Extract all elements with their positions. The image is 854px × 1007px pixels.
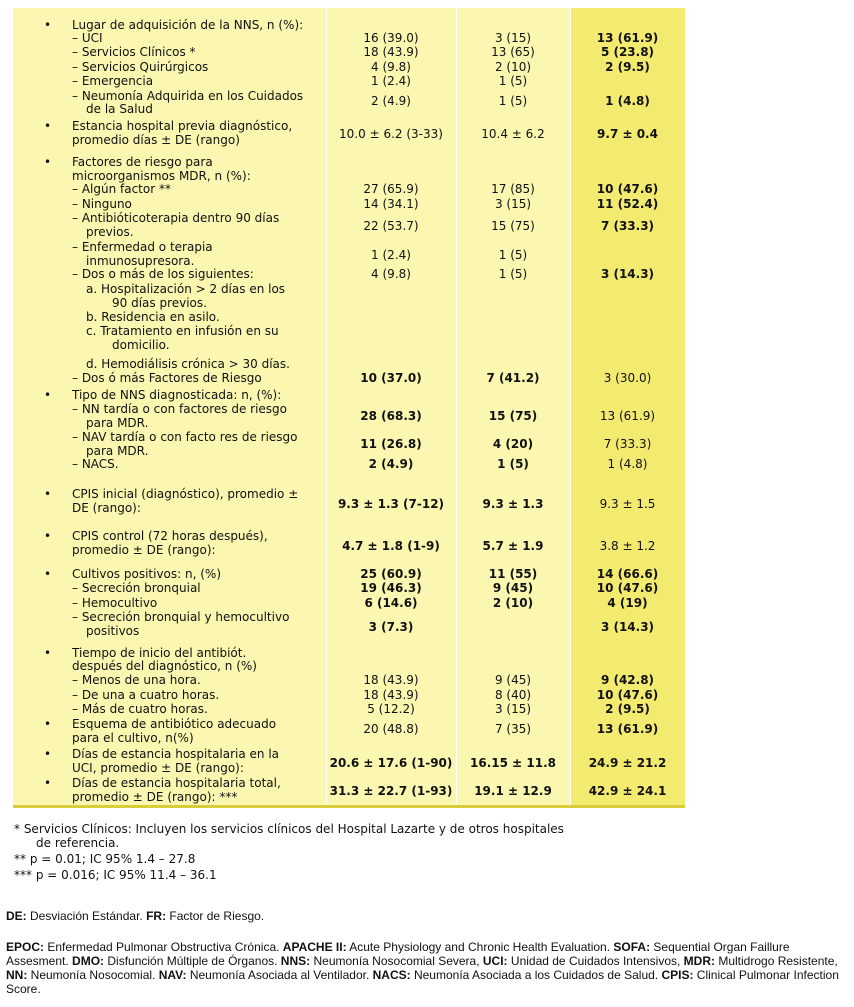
abbr-key: DE: <box>6 909 27 923</box>
abbr-value: Neumonía Nosocomial Severa, <box>310 954 483 968</box>
cell-c1: 31.3 ± 22.7 (1-93) <box>329 784 453 798</box>
table-row <box>0 102 854 116</box>
cell-c3: 42.9 ± 24.1 <box>588 784 667 798</box>
row-label: domicilio. <box>112 338 170 352</box>
footnote: de referencia. <box>36 836 120 850</box>
abbr-value: Neumonía Nosocomial. <box>27 968 159 982</box>
row-label: Tipo de NNS diagnosticada: n, (%): <box>72 388 282 402</box>
table-row <box>0 659 854 673</box>
abbr-value: Clinical Pulmonar Infection Score. <box>6 968 839 996</box>
cell-c3: 10 (47.6) <box>596 182 659 196</box>
cell-c1: 1 (2.4) <box>371 248 411 262</box>
table-row <box>0 310 854 324</box>
bullet-icon: • <box>44 717 52 731</box>
abbr-key: UCI: <box>482 954 508 968</box>
row-label: Esquema de antibiótico adecuado <box>72 717 277 731</box>
cell-c2: 2 (10) <box>492 596 534 610</box>
row-label: CPIS inicial (diagnóstico), promedio ± <box>72 487 299 501</box>
abbr-key: CPIS: <box>661 968 694 982</box>
row-label: Días de estancia hospitalaria en la <box>72 747 280 761</box>
abbreviations-de <box>6 909 851 923</box>
cell-c3: 24.9 ± 21.2 <box>588 756 667 770</box>
footnote: *** p = 0.016; IC 95% 11.4 – 36.1 <box>14 868 217 882</box>
cell-c3: 9.7 ± 0.4 <box>597 127 658 141</box>
table-row <box>0 133 854 147</box>
cell-c2: 7 (35) <box>494 722 532 736</box>
cell-c3: 14 (66.6) <box>596 567 659 581</box>
table-row <box>0 267 854 281</box>
bullet-icon: • <box>44 18 52 32</box>
row-label: c. Tratamiento en infusión en su <box>86 324 279 338</box>
abbr-key: DMO: <box>72 954 105 968</box>
cell-c2: 3 (15) <box>494 197 532 211</box>
row-label: d. Hemodiálisis crónica > 30 días. <box>86 357 290 371</box>
row-label: promedio ± DE (rango): <box>72 543 216 557</box>
abbr-key: APACHE II: <box>282 940 347 954</box>
cell-c2: 15 (75) <box>488 409 538 423</box>
abbr-key: NACS: <box>372 968 411 982</box>
abbr-key: NN: <box>6 968 28 982</box>
abbr-key: EPOC: <box>6 940 45 954</box>
cell-c2: 1 (5) <box>498 74 528 88</box>
table-row <box>0 388 854 402</box>
row-label: Cultivos positivos: n, (%) <box>72 567 222 581</box>
table-bottom-rule <box>13 805 685 808</box>
cell-c1: 4 (9.8) <box>371 60 411 74</box>
bullet-icon: • <box>44 529 52 543</box>
cell-c1: 20 (48.8) <box>363 722 419 736</box>
abbr-value: Factor de Riesgo. <box>166 909 265 923</box>
row-label: – Servicios Clínicos * <box>72 45 196 59</box>
cell-c1: 27 (65.9) <box>363 182 419 196</box>
abbr-key: NNS: <box>280 954 311 968</box>
table-row <box>0 501 854 515</box>
cell-c2: 1 (5) <box>498 248 528 262</box>
abbreviations-list <box>6 940 851 996</box>
table-row <box>0 731 854 745</box>
bullet-icon: • <box>44 388 52 402</box>
row-label: CPIS control (72 horas después), <box>72 529 268 543</box>
cell-c3: 7 (33.3) <box>603 437 652 451</box>
cell-c3: 13 (61.9) <box>596 31 659 45</box>
table-row <box>0 254 854 268</box>
cell-c2: 17 (85) <box>491 182 535 196</box>
row-label: Estancia hospital previa diagnóstico, <box>72 119 293 133</box>
table-row <box>0 357 854 371</box>
abbr-value: Sequential Organ Faillure Assesment. <box>6 940 790 968</box>
abbr-value: Unidad de Cuidados Intensivos, <box>507 954 684 968</box>
cell-c1: 4 (9.8) <box>371 267 411 281</box>
cell-c1: 16 (39.0) <box>363 31 419 45</box>
row-label: Tiempo de inicio del antibiót. <box>72 646 247 660</box>
abbr-value: Enfermedad Pulmonar Obstructiva Crónica. <box>44 940 283 954</box>
cell-c3: 9 (42.8) <box>600 673 655 687</box>
cell-c2: 16.15 ± 11.8 <box>470 756 556 770</box>
table-row <box>0 18 854 32</box>
cell-c2: 9 (45) <box>492 581 534 595</box>
cell-c1: 14 (34.1) <box>363 197 419 211</box>
row-label: UCI, promedio ± DE (rango): <box>72 761 244 775</box>
cell-c2: 7 (41.2) <box>486 371 540 385</box>
cell-c3: 10 (47.6) <box>596 688 659 702</box>
row-label: – Antibióticoterapia dentro 90 días <box>72 211 280 225</box>
row-label: – Algún factor ** <box>72 182 171 196</box>
bullet-icon: • <box>44 119 52 133</box>
table-row <box>0 702 854 716</box>
cell-c3: 10 (47.6) <box>596 581 659 595</box>
cell-c1: 20.6 ± 17.6 (1-90) <box>329 756 453 770</box>
cell-c3: 2 (9.5) <box>605 60 650 74</box>
footnote: * Servicios Clínicos: Incluyen los servicios clínicos del Hospital Lazarte y de otros hospitales <box>14 822 564 836</box>
table-row <box>0 646 854 660</box>
row-label: de la Salud <box>86 102 153 116</box>
cell-c2: 3 (15) <box>494 31 532 45</box>
bullet-icon: • <box>44 567 52 581</box>
row-label: b. Residencia en asilo. <box>86 310 220 324</box>
row-label: – Secreción bronquial <box>72 581 201 595</box>
bullet-icon: • <box>44 487 52 501</box>
cell-c2: 13 (65) <box>491 45 535 59</box>
cell-c2: 1 (5) <box>498 94 528 108</box>
cell-c3: 11 (52.4) <box>596 197 659 211</box>
row-label: positivos <box>86 624 140 638</box>
cell-c1: 4.7 ± 1.8 (1-9) <box>342 539 440 553</box>
row-label: – Emergencia <box>72 74 154 88</box>
cell-c1: 18 (43.9) <box>363 673 419 687</box>
row-label: – Dos o más de los siguientes: <box>72 267 254 281</box>
row-label: – NACS. <box>72 457 119 471</box>
cell-c1: 3 (7.3) <box>368 620 414 634</box>
row-label: inmunosupresora. <box>86 254 195 268</box>
row-label: – Secreción bronquial y hemocultivo <box>72 610 290 624</box>
table-row <box>0 581 854 595</box>
table-row <box>0 457 854 471</box>
cell-c1: 10.0 ± 6.2 (3-33) <box>339 127 443 141</box>
cell-c3: 3 (14.3) <box>600 267 655 281</box>
cell-c3: 13 (61.9) <box>599 409 656 423</box>
table-row <box>0 296 854 310</box>
row-label: previos. <box>86 225 134 239</box>
bullet-icon: • <box>44 646 52 660</box>
cell-c2: 4 (20) <box>492 437 534 451</box>
row-label: a. Hospitalización > 2 días en los <box>86 282 286 296</box>
row-label: Lugar de adquisición de la NNS, n (%): <box>72 18 304 32</box>
bullet-icon: • <box>44 747 52 761</box>
table-row <box>0 155 854 169</box>
table-row <box>0 444 854 458</box>
row-label: – NN tardía o con factores de riesgo <box>72 402 288 416</box>
table-row <box>0 790 854 804</box>
cell-c1: 10 (37.0) <box>360 371 422 385</box>
cell-c1: 2 (4.9) <box>371 94 411 108</box>
table-row <box>0 688 854 702</box>
cell-c1: 19 (46.3) <box>360 581 422 595</box>
table-row <box>0 60 854 74</box>
table-row <box>0 624 854 638</box>
cell-c2: 9.3 ± 1.3 <box>482 497 544 511</box>
table-row <box>0 225 854 239</box>
cell-c1: 1 (2.4) <box>371 74 411 88</box>
cell-c2: 15 (75) <box>491 219 535 233</box>
abbr-value: Neumonía Asociada al Ventilador. <box>186 968 373 982</box>
table-row <box>0 596 854 610</box>
row-label: – Ninguno <box>72 197 132 211</box>
cell-c1: 11 (26.8) <box>360 437 422 451</box>
row-label: – Dos ó más Factores de Riesgo <box>72 371 262 385</box>
table-row <box>0 761 854 775</box>
row-label: – UCI <box>72 31 103 45</box>
table-row <box>0 324 854 338</box>
cell-c2: 3 (15) <box>494 702 532 716</box>
table-row <box>0 74 854 88</box>
abbr-value: Neumonía Asociada a los Cuidados de Salud. <box>410 968 662 982</box>
abbr-value: Desviación Estándar. <box>26 909 147 923</box>
row-label: microorganismos MDR, n (%): <box>72 169 251 183</box>
row-label: – NAV tardía o con facto res de riesgo <box>72 430 298 444</box>
table-row <box>0 567 854 581</box>
cell-c3: 3 (30.0) <box>603 371 652 385</box>
cell-c2: 19.1 ± 12.9 <box>474 784 552 798</box>
cell-c1: 22 (53.7) <box>363 219 419 233</box>
cell-c1: 2 (4.9) <box>368 457 414 471</box>
row-label: – Servicios Quirúrgicos <box>72 60 209 74</box>
table-row <box>0 197 854 211</box>
cell-c1: 25 (60.9) <box>360 567 422 581</box>
cell-c3: 5 (23.8) <box>600 45 655 59</box>
cell-c3: 9.3 ± 1.5 <box>599 497 656 511</box>
cell-c1: 9.3 ± 1.3 (7-12) <box>337 497 445 511</box>
cell-c2: 8 (40) <box>494 688 532 702</box>
bullet-icon: • <box>44 155 52 169</box>
cell-c1: 18 (43.9) <box>363 688 419 702</box>
table-row <box>0 282 854 296</box>
row-label: 90 días previos. <box>112 296 207 310</box>
row-label: – Enfermedad o terapia <box>72 240 213 254</box>
cell-c3: 1 (4.8) <box>605 94 650 108</box>
table-row <box>0 169 854 183</box>
footnote: ** p = 0.01; IC 95% 1.4 – 27.8 <box>14 852 196 866</box>
abbr-value: Multidrogo Resistente, <box>715 954 838 968</box>
cell-c1: 18 (43.9) <box>363 45 419 59</box>
row-label: para MDR. <box>86 416 149 430</box>
abbr-key: NAV: <box>158 968 187 982</box>
row-label: – Más de cuatro horas. <box>72 702 208 716</box>
row-label: para el cultivo, n(%) <box>72 731 194 745</box>
table-row <box>0 338 854 352</box>
cell-c3: 3.8 ± 1.2 <box>599 539 656 553</box>
table-row <box>0 673 854 687</box>
cell-c3: 13 (61.9) <box>596 722 659 736</box>
row-label: – Hemocultivo <box>72 596 158 610</box>
bullet-icon: • <box>44 776 52 790</box>
cell-c2: 11 (55) <box>488 567 538 581</box>
table-row <box>0 182 854 196</box>
row-label: Días de estancia hospitalaria total, <box>72 776 281 790</box>
abbr-value: Disfunción Múltiple de Órganos. <box>104 954 281 968</box>
table-row <box>0 416 854 430</box>
cell-c3: 2 (9.5) <box>605 702 650 716</box>
cell-c3: 1 (4.8) <box>607 457 648 471</box>
cell-c2: 9 (45) <box>494 673 532 687</box>
abbr-key: MDR: <box>683 954 715 968</box>
cell-c1: 5 (12.2) <box>367 702 415 716</box>
row-label: – Menos de una hora. <box>72 673 201 687</box>
row-label: – De una a cuatro horas. <box>72 688 220 702</box>
cell-c2: 10.4 ± 6.2 <box>481 127 545 141</box>
row-label: para MDR. <box>86 444 149 458</box>
table-row <box>0 371 854 385</box>
cell-c2: 1 (5) <box>497 457 529 471</box>
row-label: – Neumonía Adquirida en los Cuidados <box>72 89 304 103</box>
table-row <box>0 45 854 59</box>
row-label: después del diagnóstico, n (%) <box>72 659 257 673</box>
cell-c3: 4 (19) <box>607 596 648 610</box>
cell-c3: 3 (14.3) <box>600 620 655 634</box>
cell-c1: 6 (14.6) <box>364 596 418 610</box>
abbr-value: Acute Physiology and Chronic Health Evaluation. <box>346 940 614 954</box>
row-label: Factores de riesgo para <box>72 155 213 169</box>
row-label: DE (rango): <box>72 501 141 515</box>
row-label: promedio días ± DE (rango) <box>72 133 240 147</box>
table-row <box>0 543 854 557</box>
abbr-key: FR: <box>146 909 167 923</box>
cell-c3: 7 (33.3) <box>600 219 655 233</box>
cell-c2: 2 (10) <box>494 60 532 74</box>
row-label: promedio ± DE (rango): *** <box>72 790 238 804</box>
table-row <box>0 31 854 45</box>
abbr-key: SOFA: <box>613 940 651 954</box>
cell-c2: 5.7 ± 1.9 <box>482 539 544 553</box>
cell-c1: 28 (68.3) <box>360 409 422 423</box>
cell-c2: 1 (5) <box>498 267 528 281</box>
